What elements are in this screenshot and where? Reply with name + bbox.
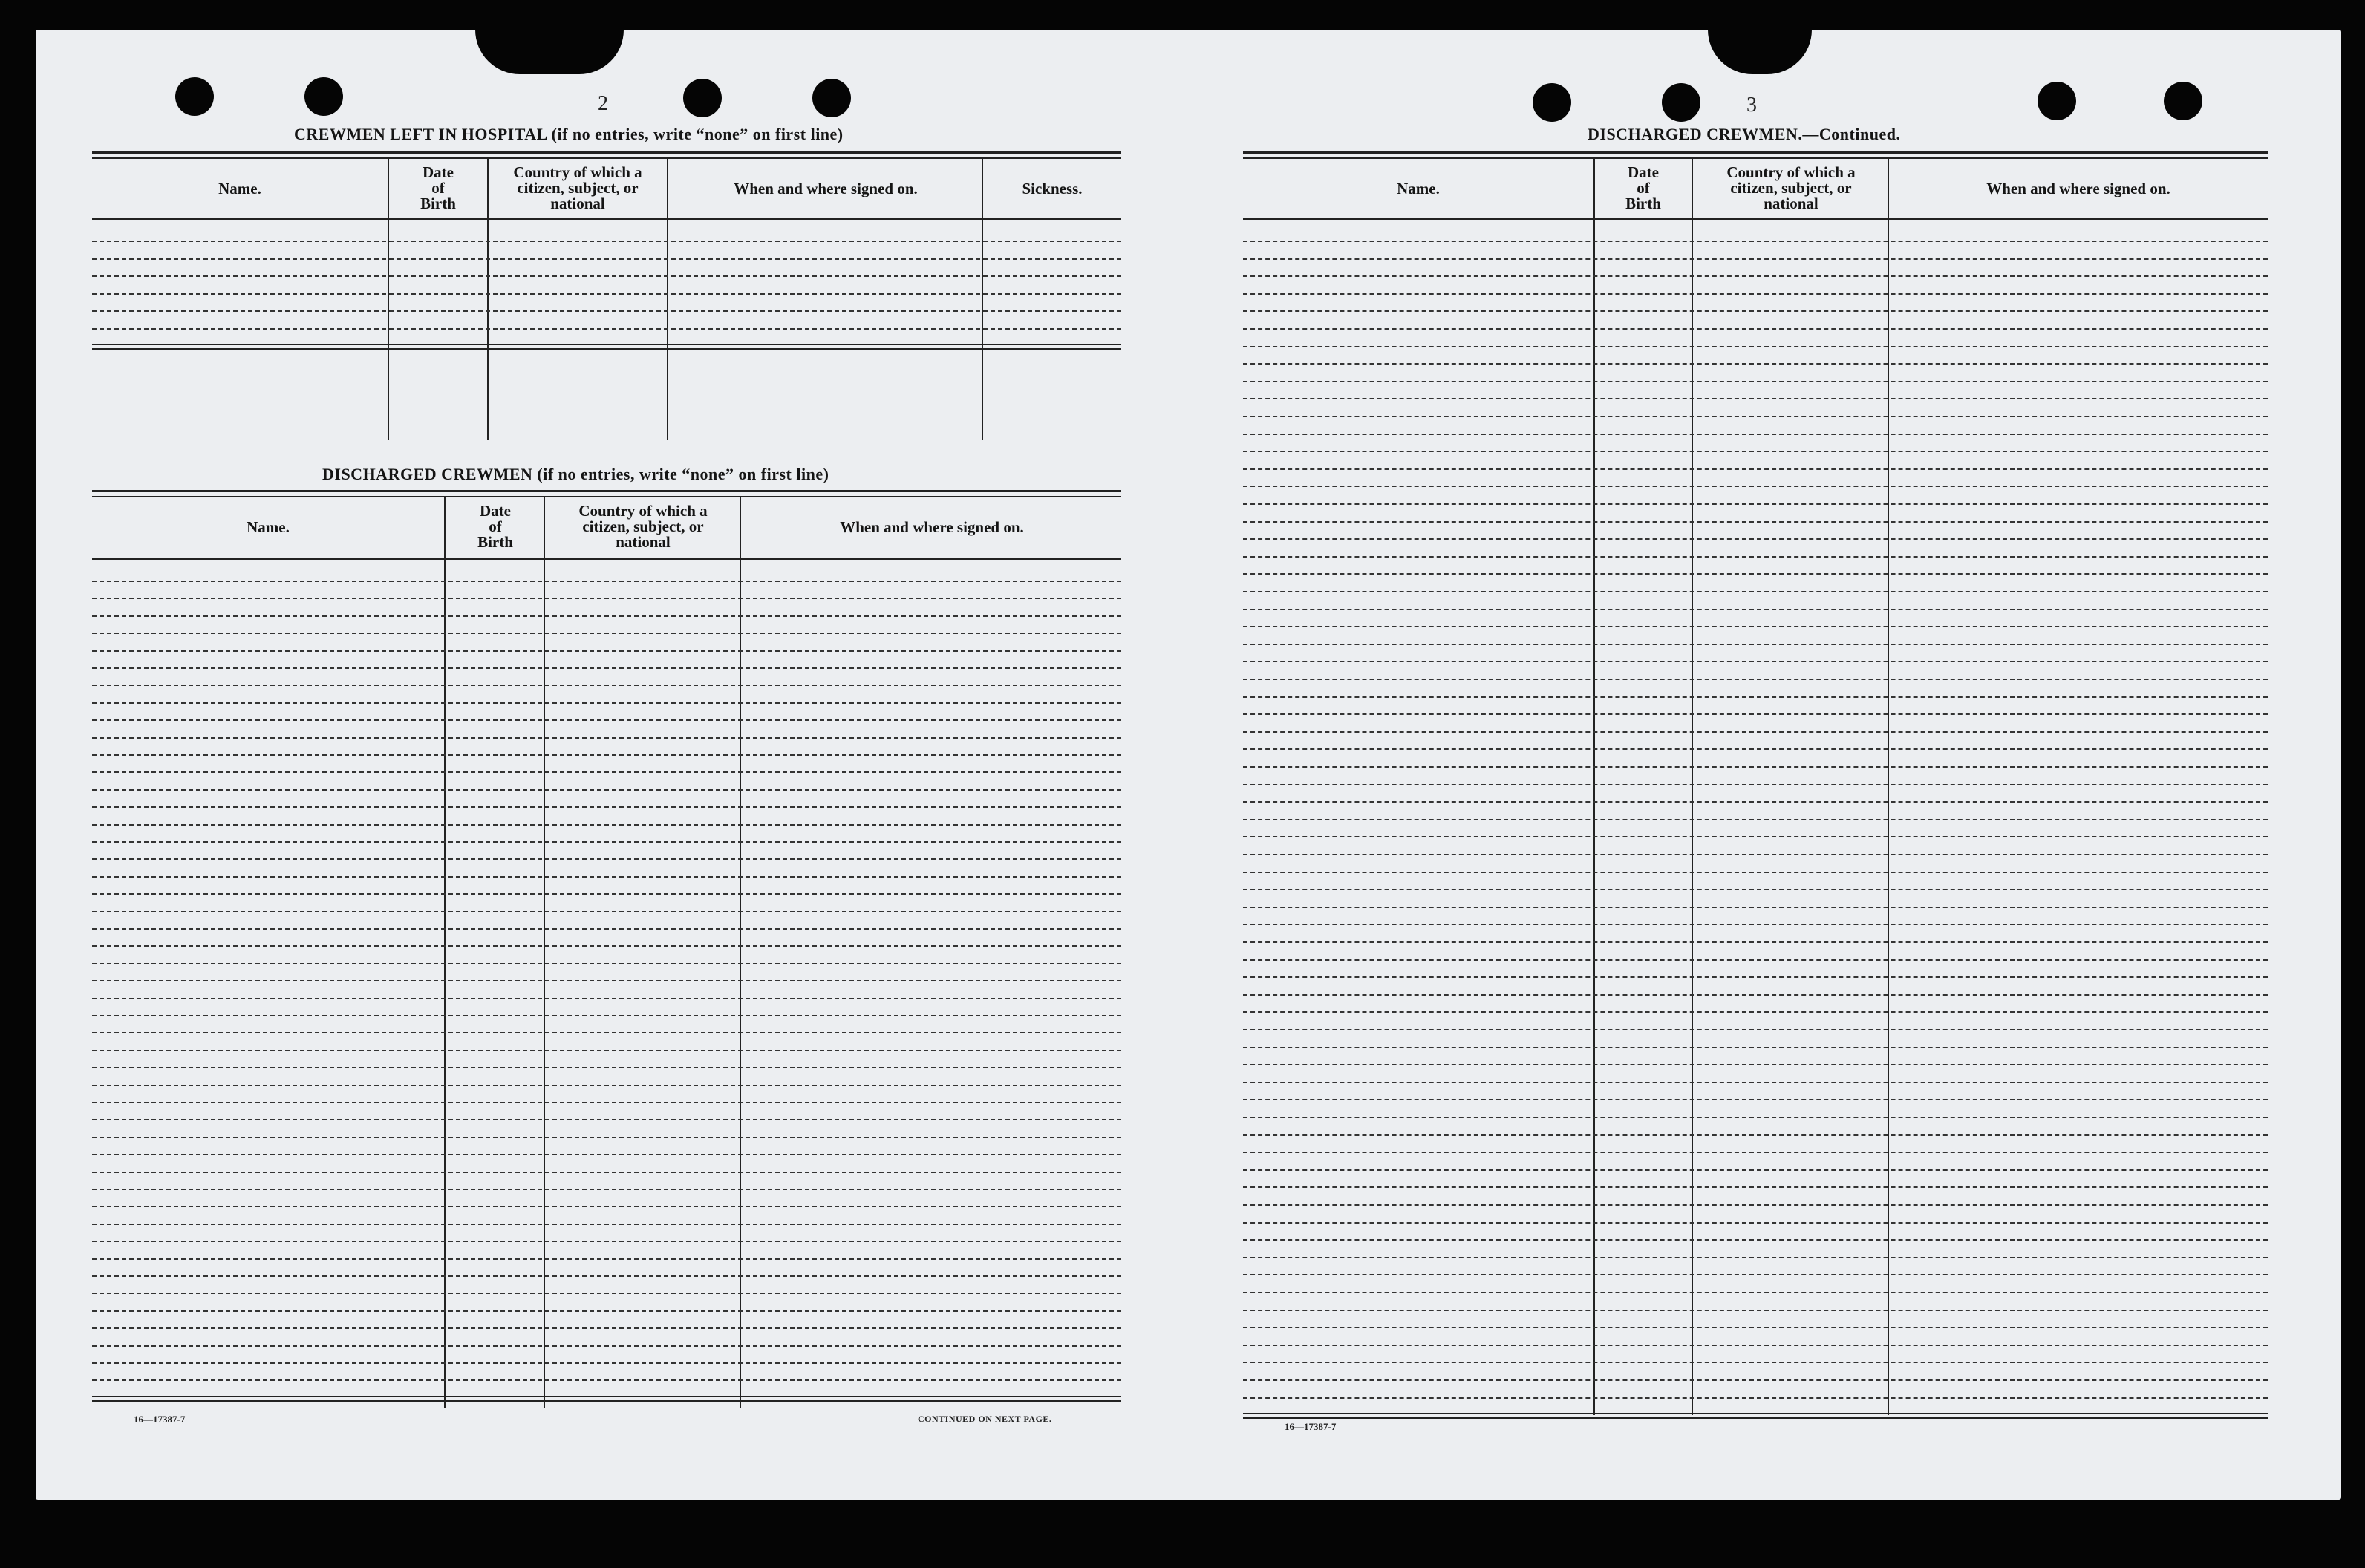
punch-hole: [304, 77, 343, 116]
hospital-header-signed-on: When and where signed on.: [734, 180, 918, 197]
form-entry-line: [92, 1067, 1121, 1068]
hospital-header-name: Name.: [218, 180, 261, 197]
form-entry-line: [92, 1050, 1121, 1051]
form-entry-line: [92, 893, 1121, 895]
form-entry-line: [1243, 854, 2268, 855]
continued-header-dob: Date of Birth: [1625, 163, 1661, 212]
form-entry-line: [1243, 766, 2268, 768]
punch-hole: [812, 79, 851, 117]
form-entry-line: [92, 598, 1121, 599]
form-entry-line: [92, 328, 1121, 330]
page-number-left: 2: [598, 92, 608, 115]
punch-hole: [683, 79, 722, 117]
form-entry-line: [1243, 1239, 2268, 1241]
form-entry-line: [1243, 1099, 2268, 1100]
form-entry-line: [1243, 872, 2268, 873]
top-notch-left: [475, 30, 624, 74]
form-entry-line: [92, 824, 1121, 826]
form-entry-line: [92, 275, 1121, 277]
form-entry-line: [92, 980, 1121, 981]
form-entry-line: [1243, 1047, 2268, 1048]
page-number-right: 3: [1746, 94, 1757, 117]
form-entry-line: [1243, 609, 2268, 610]
form-entry-line: [1243, 1310, 2268, 1311]
form-entry-line: [1243, 661, 2268, 662]
form-entry-line: [92, 1102, 1121, 1103]
form-entry-line: [1243, 1397, 2268, 1399]
form-entry-line: [1243, 1379, 2268, 1381]
form-entry-line: [1243, 1274, 2268, 1275]
form-entry-line: [1243, 538, 2268, 540]
table-bottom-rule: [92, 1400, 1121, 1402]
form-entry-line: [92, 702, 1121, 704]
table-bottom-rule: [92, 1396, 1121, 1397]
form-entry-line: [1243, 486, 2268, 487]
form-entry-line: [92, 615, 1121, 617]
form-entry-line: [92, 1032, 1121, 1033]
form-entry-line: [1243, 801, 2268, 803]
table-bottom-rule: [92, 348, 1121, 350]
discharged-header-country: Country of which a citizen, subject, or national: [578, 502, 708, 551]
form-entry-line: [1243, 451, 2268, 452]
form-entry-line: [92, 789, 1121, 791]
punch-hole: [2164, 82, 2202, 120]
form-entry-line: [92, 928, 1121, 930]
continued-note: CONTINUED ON NEXT PAGE.: [918, 1414, 1052, 1424]
form-entry-line: [1243, 398, 2268, 399]
form-entry-line: [92, 1085, 1121, 1086]
hospital-header-country: Country of which a citizen, subject, or national: [513, 163, 642, 212]
form-entry-line: [1243, 1257, 2268, 1258]
form-entry-line: [1243, 1345, 2268, 1346]
form-entry-line: [92, 1293, 1121, 1294]
form-entry-line: [1243, 1292, 2268, 1293]
hospital-section-title: CREWMEN LEFT IN HOSPITAL (if no entries, write “none” on first line): [294, 125, 844, 143]
form-entry-line: [1243, 310, 2268, 312]
discharged-header-dob: Date of Birth: [477, 502, 513, 551]
form-entry-line: [92, 633, 1121, 634]
discharged-table: [92, 490, 1121, 1408]
hospital-header-sickness: Sickness.: [1022, 180, 1083, 197]
form-entry-line: [1243, 889, 2268, 890]
form-entry-line: [1243, 1064, 2268, 1065]
form-entry-line: [1243, 1152, 2268, 1153]
form-entry-line: [92, 998, 1121, 999]
form-entry-line: [92, 258, 1121, 260]
form-entry-line: [1243, 994, 2268, 996]
form-entry-line: [1243, 1117, 2268, 1118]
form-entry-line: [1243, 976, 2268, 978]
punch-hole: [1533, 83, 1571, 122]
form-entry-line: [1243, 731, 2268, 733]
form-entry-line: [1243, 1362, 2268, 1363]
hospital-header-dob: Date of Birth: [420, 163, 456, 212]
form-entry-line: [1243, 959, 2268, 961]
form-entry-line: [1243, 328, 2268, 330]
form-entry-line: [1243, 1011, 2268, 1013]
form-entry-line: [1243, 275, 2268, 277]
discharged-section-title: DISCHARGED CREWMEN (if no entries, write “none” on first line): [322, 465, 829, 483]
form-entry-line: [1243, 784, 2268, 785]
form-entry-line: [92, 754, 1121, 756]
form-entry-line: [92, 806, 1121, 808]
form-entry-line: [92, 963, 1121, 964]
form-entry-line: [92, 719, 1121, 721]
form-entry-line: [1243, 748, 2268, 750]
form-entry-line: [92, 293, 1121, 295]
discharged-header-name: Name.: [247, 518, 290, 536]
form-entry-line: [92, 1362, 1121, 1364]
form-entry-line: [92, 858, 1121, 860]
form-entry-line: [92, 876, 1121, 878]
form-entry-line: [1243, 1222, 2268, 1224]
form-entry-line: [92, 1154, 1121, 1155]
form-entry-line: [1243, 434, 2268, 435]
form-entry-line: [92, 1015, 1121, 1016]
discharged-header-signed-on: When and where signed on.: [840, 518, 1024, 536]
form-entry-line: [1243, 1134, 2268, 1136]
form-entry-line: [1243, 1327, 2268, 1328]
table-bottom-rule: [1243, 1417, 2268, 1419]
form-entry-line: [92, 737, 1121, 739]
form-entry-line: [1243, 556, 2268, 558]
form-entry-line: [1243, 906, 2268, 908]
form-entry-line: [1243, 713, 2268, 715]
form-entry-line: [1243, 924, 2268, 925]
table-bottom-rule: [92, 344, 1121, 345]
punch-hole: [2038, 82, 2076, 120]
punch-hole: [175, 77, 214, 116]
form-entry-line: [92, 1345, 1121, 1347]
continued-header-signed-on: When and where signed on.: [1986, 180, 2170, 197]
form-entry-line: [1243, 1169, 2268, 1171]
form-entry-line: [92, 1241, 1121, 1242]
form-entry-line: [1243, 1204, 2268, 1206]
table-bottom-rule: [1243, 1413, 2268, 1414]
form-entry-line: [1243, 1029, 2268, 1030]
form-entry-line: [92, 1327, 1121, 1329]
form-entry-line: [92, 310, 1121, 312]
form-entry-line: [92, 1172, 1121, 1173]
form-entry-line: [1243, 241, 2268, 242]
form-entry-line: [92, 911, 1121, 912]
form-entry-line: [1243, 293, 2268, 295]
form-entry-line: [92, 667, 1121, 669]
form-entry-line: [1243, 521, 2268, 523]
form-entry-line: [1243, 679, 2268, 680]
form-entry-line: [92, 1310, 1121, 1312]
form-entry-line: [1243, 503, 2268, 505]
form-entry-line: [92, 650, 1121, 652]
discharged-continued-table: [1243, 151, 2268, 1415]
form-entry-line: [92, 1189, 1121, 1190]
form-entry-line: [92, 685, 1121, 686]
form-number-left: 16—17387-7: [134, 1414, 186, 1425]
form-entry-line: [92, 581, 1121, 582]
form-entry-line: [1243, 258, 2268, 260]
form-entry-line: [1243, 644, 2268, 645]
continued-header-country: Country of which a citizen, subject, or national: [1726, 163, 1856, 212]
form-entry-line: [1243, 573, 2268, 575]
form-number-right: 16—17387-7: [1285, 1421, 1337, 1432]
form-entry-line: [92, 841, 1121, 843]
form-entry-line: [1243, 381, 2268, 382]
discharged-continued-title: DISCHARGED CREWMEN.—Continued.: [1588, 125, 1901, 143]
form-entry-line: [1243, 416, 2268, 417]
form-entry-line: [92, 1119, 1121, 1120]
form-entry-line: [92, 1224, 1121, 1225]
form-entry-line: [1243, 696, 2268, 698]
form-entry-line: [1243, 591, 2268, 592]
form-entry-line: [92, 241, 1121, 242]
punch-hole: [1662, 83, 1700, 122]
form-entry-line: [1243, 346, 2268, 347]
form-entry-line: [92, 1206, 1121, 1207]
form-entry-line: [92, 771, 1121, 773]
form-entry-line: [92, 1137, 1121, 1138]
form-entry-line: [1243, 1082, 2268, 1083]
form-entry-line: [1243, 941, 2268, 943]
form-entry-line: [92, 1275, 1121, 1277]
hospital-table: [92, 151, 1121, 440]
continued-header-name: Name.: [1397, 180, 1440, 197]
form-entry-line: [92, 1258, 1121, 1260]
form-entry-line: [92, 1379, 1121, 1381]
form-entry-line: [1243, 819, 2268, 820]
form-entry-line: [1243, 1186, 2268, 1188]
form-entry-line: [1243, 363, 2268, 365]
form-entry-line: [92, 945, 1121, 947]
form-entry-line: [1243, 626, 2268, 627]
form-entry-line: [1243, 468, 2268, 470]
form-entry-line: [1243, 836, 2268, 837]
